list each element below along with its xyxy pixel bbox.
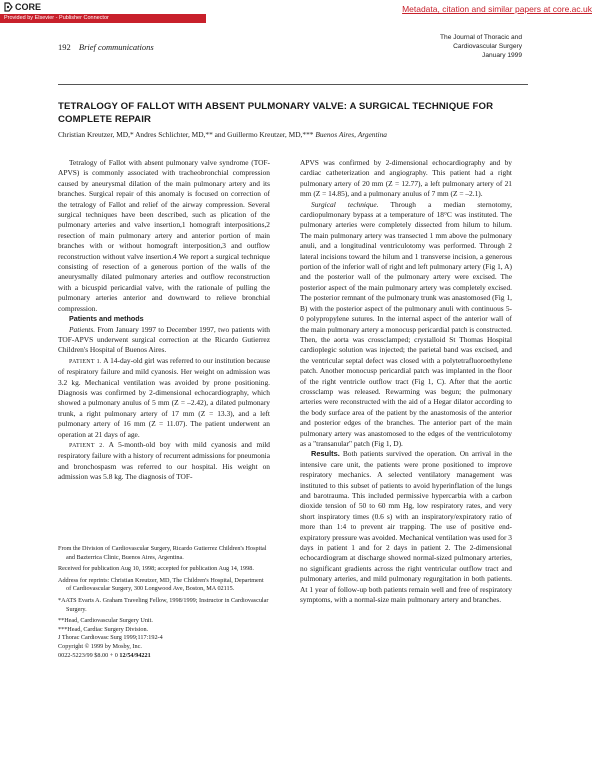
surgical-technique-label: Surgical technique. (311, 199, 379, 209)
running-head (58, 42, 154, 52)
footnote-issn (58, 652, 270, 661)
patient-1-label: PATIENT 1. (69, 358, 102, 365)
intro-paragraph: Tetralogy of Fallot with absent pulmonary valve syndrome (TOF-APVS) is commonly associated with tracheobronchial compression caused by aneurysmal dilation of the main pulmonary artery and its branches. Surgical repair of this anomaly is focused on correction of the tetralogy of Fallot and relief of the airway compression. Several surgical techniques have been described, such as plication of the pulmonary arteries and valve insertion,1 homograft interpositions,2 resection of main pulmonary artery and anterior portion of main branches with or without homograft interposition,3 and outflow reconstruction without valve insertion.4 We report a surgical technique consisting of resection of a generous portion of the walls of the aneurysmally dilated pulmonary arteries and outflow reconstruction with a bicuspid pericardial valve, with the rationale of pulling the pulmonary arteries anterior and downward to relieve bronchial compression. (58, 158, 270, 313)
author-location: Buenos Aires, Argentina (315, 130, 387, 139)
footnote-affiliation: From the Division of Cardiovascular Surgery, Ricardo Gutierrez Children's Hospital and Bazterrica Clinic, Buenos Aires, Argentina. (58, 545, 267, 561)
journal-info (440, 33, 522, 60)
results-text: Both patients survived the operation. On arrival in the intensive care unit, the patients were prone positioned to improve respiratory mechanics. A selected ventilatory management was instituted to this subset of patients to avoid hyperinflation of the lungs and barotrauma. This included permissive hypercarbia with a carbon dioxide tension of 50 to 60 mm Hg, low respiratory rates, and very short inspiratory times (0.6 s) with an inspiratory/expiratory ratio of more than 1:4 to prevent air trapping. The use of positive end-expiratory pressure was avoided. Mechanical ventilation was used for 3 days in patient 1 and for 2 days in patient 2. The 2-dimensional echocardiogram at discharge showed normal-sized pulmonary arteries, no significant gradients across the right ventricular outflow tract and pulmonary arteries, and mild pulmonary regurgitation in both patients. At 1 year of follow-up both patients remain well and free of respiratory symptoms, with a normal-size main pulmonary artery and branches. (300, 449, 512, 605)
patients-label: Patients. (69, 324, 96, 334)
provider-banner: Provided by Elsevier - Publisher Connector (0, 14, 206, 23)
footnote-received: Received for publication Aug 10, 1998; accepted for publication Aug 14, 1998. (58, 565, 254, 573)
article-title: TETRALOGY OF FALLOT WITH ABSENT PULMONARY VALVE: A SURGICAL TECHNIQUE FOR COMPLETE REPAIR (58, 101, 494, 125)
core-logo-text: CORE (15, 2, 42, 12)
patient-1-text: A 14-day-old girl was referred to our institution because of respiratory failure and mild cyanosis. Her weight on admission was 3.2 kg. Mechanical ventilation was avoided by prone positioning. Diagnosis was confirmed by 2-dimensional echocardiography, which showed a pulmonary anulus of 5 mm (Z = –2.42), a dilated pulmonary trunk, a right pulmonary artery of 17 mm (Z = 13.3), and a left pulmonary artery of 16 mm (Z = 11.07). The patient underwent an operation at 21 days of age. (58, 355, 270, 439)
article-code: 12/54/94221 (119, 651, 151, 659)
metadata-link[interactable]: Metadata, citation and similar papers at core.ac.uk (402, 4, 592, 14)
journal-line: The Journal of Thoracic and (440, 34, 522, 41)
results-paragraph (300, 449, 512, 605)
footnote-head-2: ***Head, Cardiac Surgery Division. (58, 625, 149, 633)
footnote-citation: J Thorac Cardiovasc Surg 1999;117:192-4 (58, 634, 163, 642)
authors: Christian Kreutzer, MD,* Andres Schlichter, MD,** and Guillermo Kreutzer, MD,*** (58, 130, 314, 139)
right-column (300, 158, 512, 605)
footnote-aats: *AATS Evarts A. Graham Traveling Fellow, 1998/1999; Instructor in Cardiovascular Surgery. (58, 596, 269, 613)
core-logo-icon (4, 2, 13, 12)
patients-text: From January 1997 to December 1997, two patients with TOF-APVS underwent surgical correction at the Ricardo Gutierrez Children's Hospital of Buenos Aires. (58, 324, 270, 355)
footnotes (58, 545, 270, 660)
journal-date: January 1999 (482, 52, 522, 59)
patient-2-text: A 5-month-old boy with mild cyanosis and mild respiratory failure with a history of recurrent admissions for pneumonia and bronchospasm was referred to our hospital. His weight on admission was 5.8 kg. The diagnosis of TOF- (58, 439, 271, 482)
patient-2-label: PATIENT 2. (69, 442, 105, 449)
results-label: Results. (311, 449, 340, 459)
patients-paragraph (58, 325, 270, 356)
section-heading: Patients and methods (69, 314, 144, 324)
surgical-technique-paragraph (300, 200, 512, 450)
section-name: Brief communications (78, 42, 154, 52)
continuation-paragraph: APVS was confirmed by 2-dimensional echocardiography and by cardiac catheterization and angiography. This patient had a right pulmonary artery of 20 mm (Z = 12.77), a left pulmonary artery of 21 mm (Z = 14.85), and a pulmonary anulus of 7 mm (Z = –2.1). (300, 158, 512, 199)
core-banner (0, 0, 600, 28)
author-line (58, 130, 387, 139)
patient-1-paragraph (58, 356, 270, 440)
core-logo[interactable] (4, 2, 41, 12)
journal-line: Cardiovascular Surgery (453, 43, 522, 50)
issn: 0022-5223/99 $8.00 + 0 (58, 651, 118, 659)
header-rule (58, 84, 528, 85)
surgical-technique-text: Through a median sternotomy, cardiopulmonary bypass at a temperature of 18°C was instituted. The pulmonary arteries were completely dissected from hilum to hilum. The main pulmonary artery was transected 1 mm above the pulmonary anuli, and a longitudinal ventriculotomy was performed. Through 2 lateral incisions toward the hilum and 1 transverse incision, a generous portion of the inferior wall of right and left pulmonary artery (Fig 1, A) and the posterior wall of the pulmonary artery were excised. The posterior aspect of the main pulmonary artery was completely excised. The posterior remnant of the pulmonary trunk was anastomosed (Fig 1, B) with the posterior aspect of the pulmonary anuli with continuous 5-0 polypropylene sutures. In the internal aspect of the anterior wall of the main pulmonary artery a monocusp pericardial patch is constructed. Then, the aorta was crossclamped; crystalloid St Thomas Hospital cardioplegic solution was injected; the parietal band was excised, and the ventricular septal defect was closed with a polytetrafluoroethylene patch. Another monocusp pericardial patch was implanted in the floor of the right ventricle outflow tract (Fig 1, C). After that the aortic crossclamp was released. Rewarming was begun; the pulmonary arteries were reconstructed with the aid of a Hegar dilator according to the body surface area of the patient by the anastomosis of the anterior and posterior edges of the branches. The anterior part of the main pulmonary artery was anastomosed to the edges of the ventriculotomy as a "transanular" patch (Fig 1, D). (300, 199, 512, 448)
page-number: 192 (58, 42, 71, 52)
left-column (58, 158, 270, 483)
footnote-copyright: Copyright © 1999 by Mosby, Inc. (58, 642, 142, 650)
patient-2-paragraph (58, 440, 270, 483)
footnote-head-1: **Head, Cardiovascular Surgery Unit. (58, 617, 153, 625)
footnote-address: Address for reprints: Christian Kreutzer, MD, The Children's Hospital, Department of Cardiovascular Surgery, 300 Longwood Ave, Boston, MA 02115. (58, 576, 264, 593)
